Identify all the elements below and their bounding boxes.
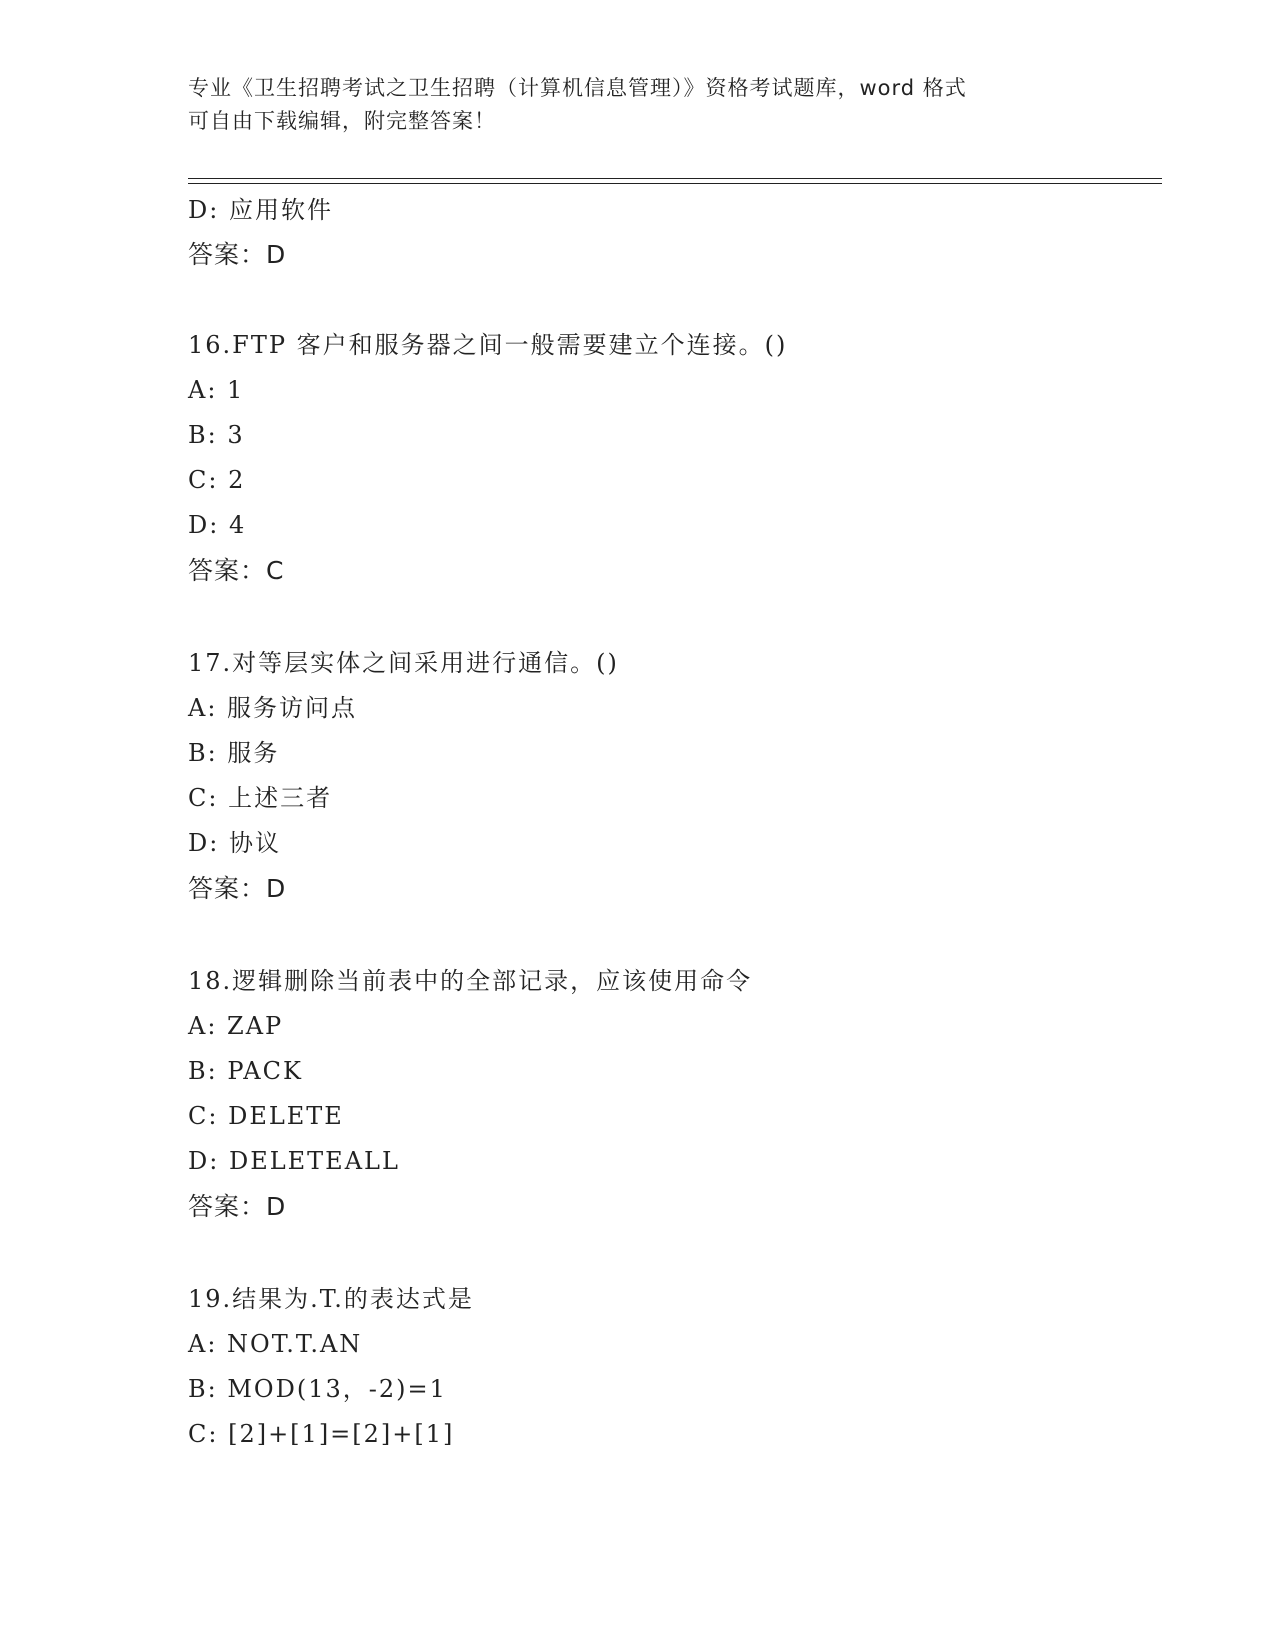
- question-18-option-d: D: DELETEALL: [188, 1147, 400, 1175]
- prev-answer: 答案：D: [188, 240, 287, 269]
- header-line-1: 专业《卫生招聘考试之卫生招聘（计算机信息管理）》资格考试题库，word 格式: [188, 76, 967, 100]
- question-17-answer: 答案：D: [188, 874, 287, 903]
- question-18-option-c: C: DELETE: [188, 1102, 344, 1130]
- header-line-2: 可自由下载编辑，附完整答案！: [188, 109, 496, 133]
- question-17-option-c: C: 上述三者: [188, 784, 333, 812]
- question-18-answer: 答案：D: [188, 1192, 287, 1221]
- question-18-option-b: B: PACK: [188, 1057, 303, 1085]
- question-17-option-a: A: 服务访问点: [188, 694, 358, 722]
- question-17-option-d: D: 协议: [188, 829, 281, 857]
- document-header: [188, 72, 1078, 138]
- prev-option-d: D: 应用软件: [188, 196, 333, 224]
- question-19-option-c: C: [2]+[1]=[2]+[1]: [188, 1420, 455, 1448]
- question-16-option-b: B: 3: [188, 421, 245, 449]
- question-18-stem: 18.逻辑删除当前表中的全部记录，应该使用命令: [188, 967, 753, 995]
- question-19-option-a: A: NOT.T.AN: [188, 1330, 363, 1358]
- question-18-option-a: A: ZAP: [188, 1012, 284, 1040]
- question-16-option-a: A: 1: [188, 376, 245, 404]
- question-16-option-c: C: 2: [188, 466, 246, 494]
- question-19-option-b: B: MOD(13，-2)=1: [188, 1375, 447, 1403]
- question-16-answer: 答案：C: [188, 556, 285, 585]
- question-16-stem: 16.FTP 客户和服务器之间一般需要建立个连接。(): [188, 331, 788, 359]
- header-rule-top: [188, 178, 1162, 179]
- question-17-stem: 17.对等层实体之间采用进行通信。(): [188, 649, 619, 677]
- question-19-stem: 19.结果为.T.的表达式是: [188, 1285, 474, 1313]
- question-16-option-d: D: 4: [188, 511, 247, 539]
- header-rule-bottom: [188, 183, 1162, 184]
- question-17-option-b: B: 服务: [188, 739, 280, 767]
